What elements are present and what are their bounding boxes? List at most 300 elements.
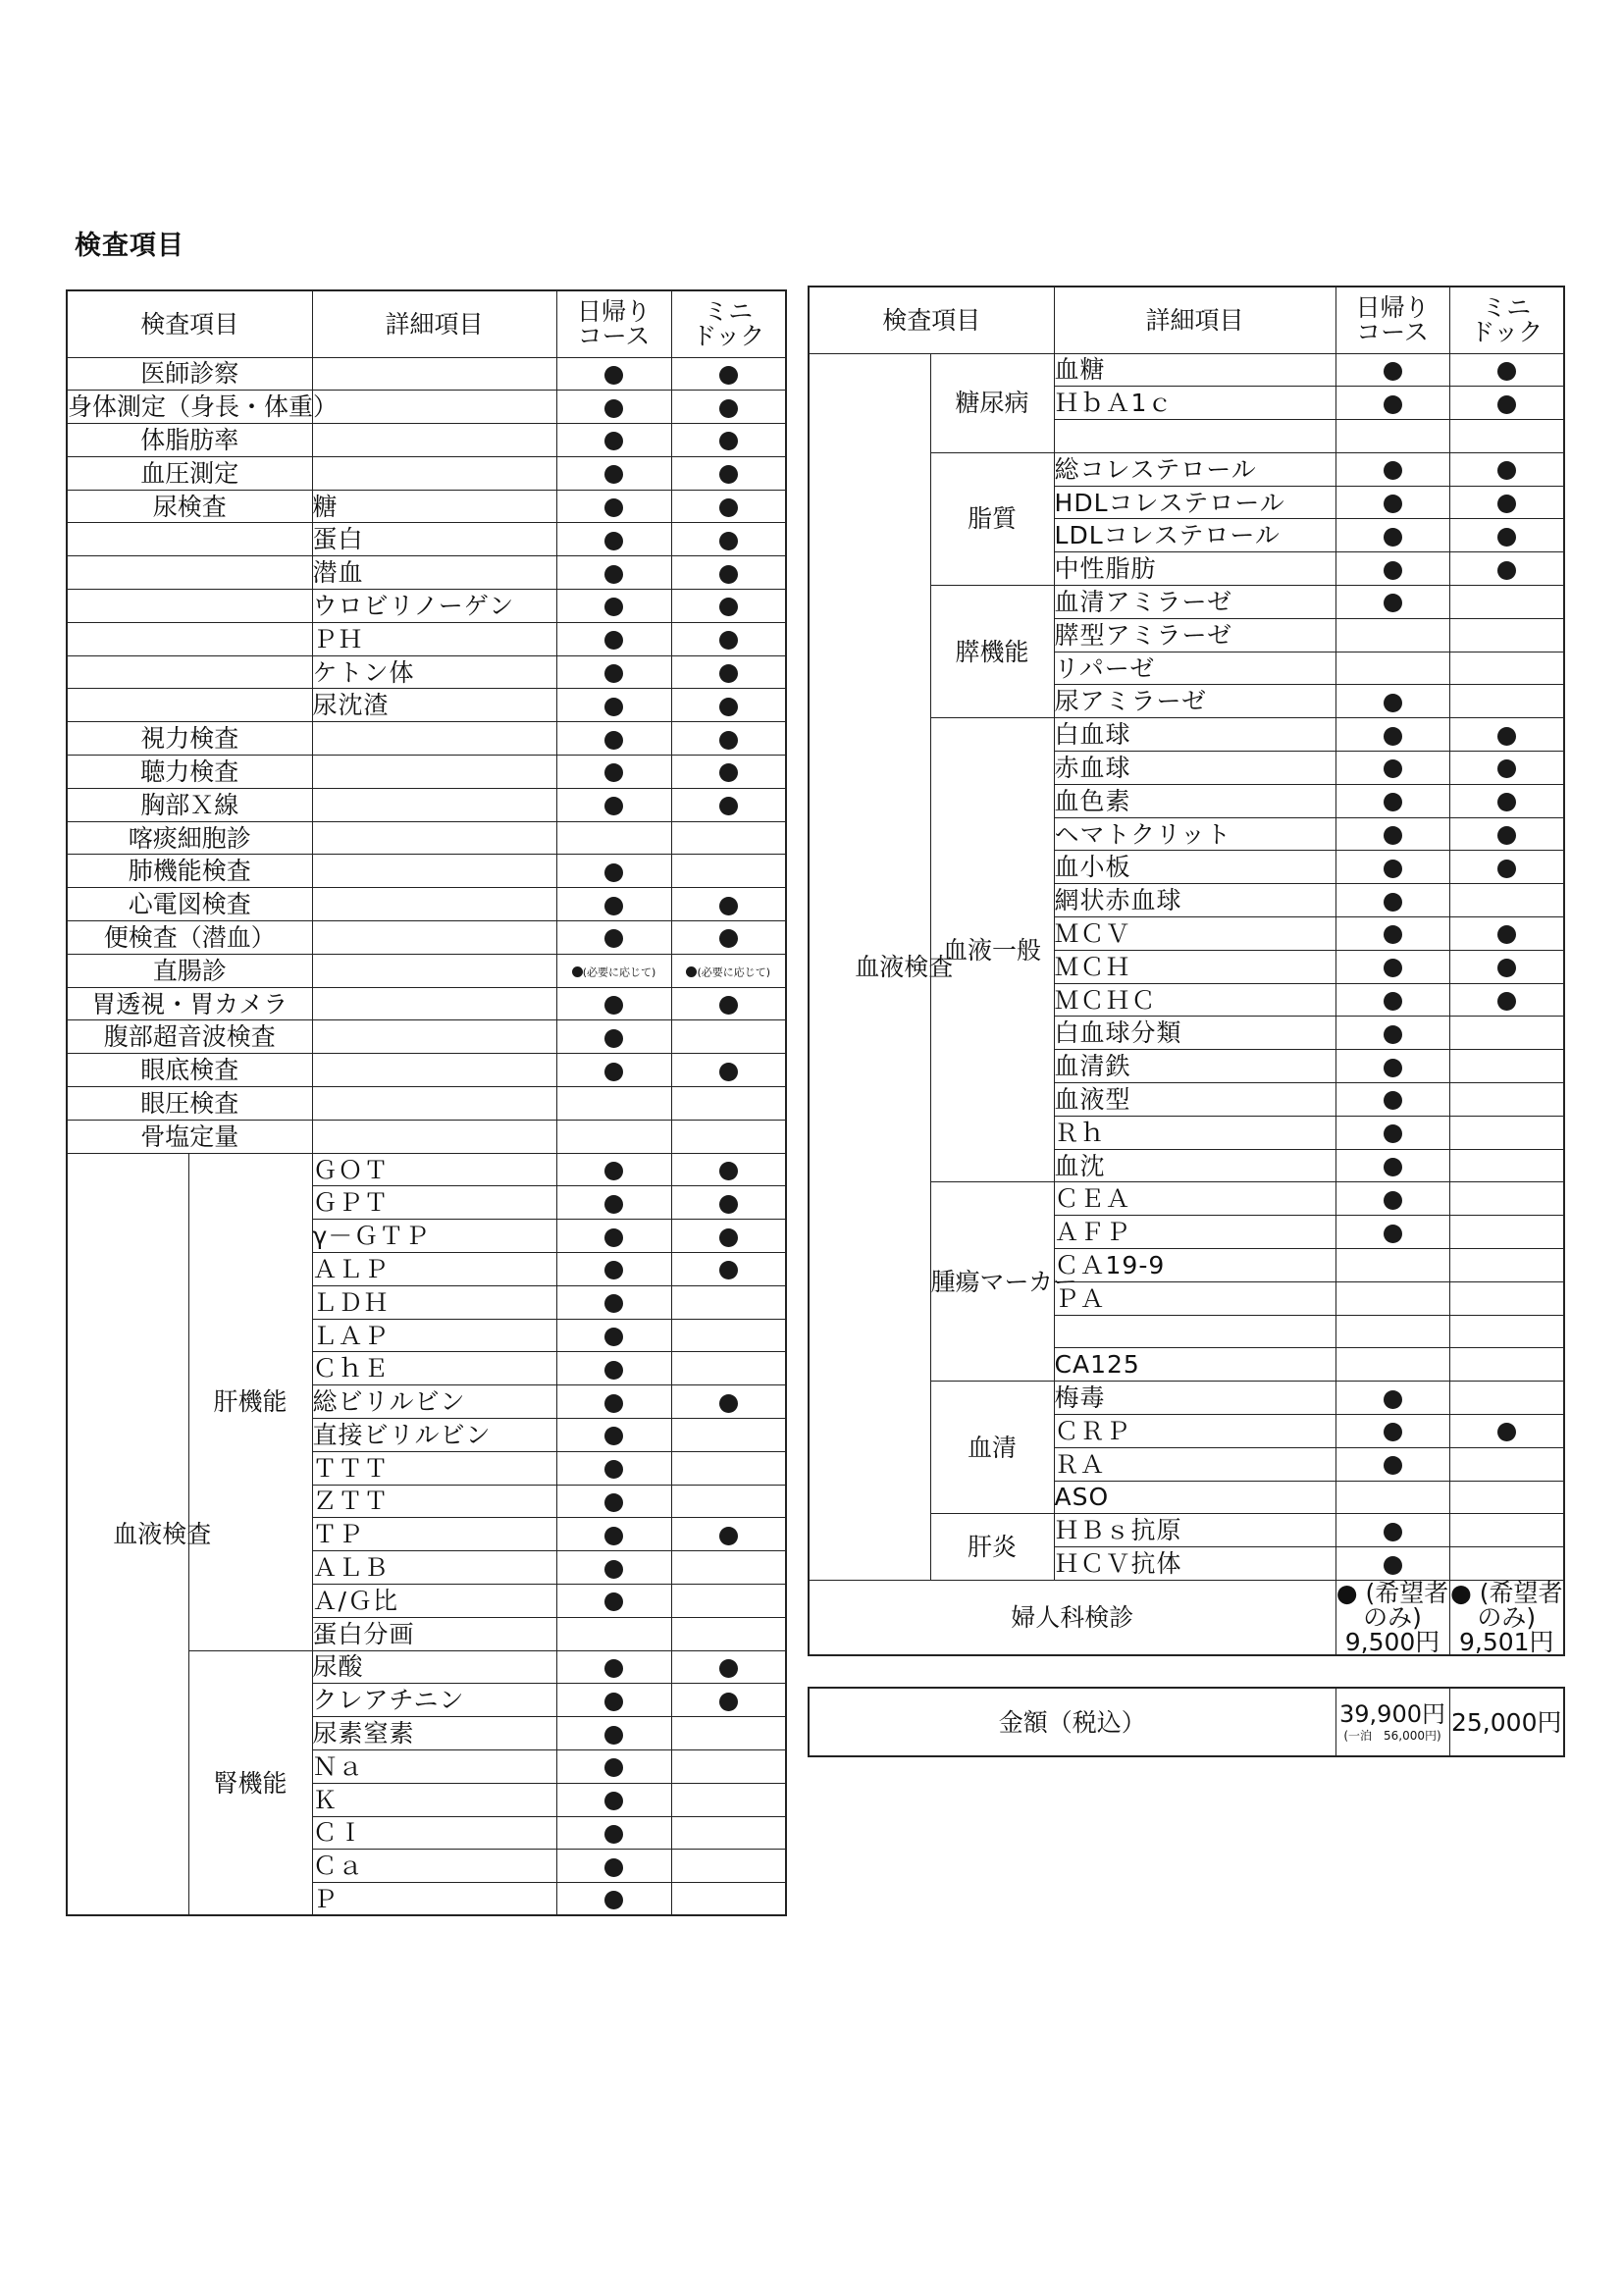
detail-item: ＰＨ: [312, 622, 556, 655]
exam-item: 便検査（潜血）: [67, 921, 312, 955]
mini-dock-mark: [671, 1385, 786, 1419]
mini-dock-mark: [1449, 1415, 1564, 1448]
blood-test-label-text: 血液検査: [855, 952, 954, 981]
check-mark-icon: [1384, 893, 1402, 912]
mini-dock-mark: [671, 1749, 786, 1783]
mini-dock-mark: [1449, 1149, 1564, 1182]
mini-dock-mark: [671, 821, 786, 855]
check-mark-icon: [1497, 793, 1516, 811]
day-course-mark: [1335, 1149, 1449, 1182]
mini-dock-mark: [671, 1850, 786, 1883]
mini-dock-mark: [671, 1153, 786, 1186]
day-course-mark: [1335, 1447, 1449, 1481]
check-mark-icon: [719, 565, 738, 584]
detail-item: CA125: [1054, 1348, 1335, 1382]
detail-item: ＬＡＰ: [312, 1319, 556, 1352]
detail-item: ＧＰＴ: [312, 1186, 556, 1220]
detail-item: ヘマトクリット: [1054, 817, 1335, 851]
check-mark-icon: [719, 399, 738, 418]
check-mark-icon: [604, 1394, 623, 1413]
check-mark-icon: [604, 1029, 623, 1048]
check-mark-icon: [604, 1493, 623, 1512]
check-mark-icon: [1384, 395, 1402, 414]
mini-dock-mark: [671, 788, 786, 821]
mini-dock-mark: [1449, 983, 1564, 1017]
day-course-mark: [1335, 1216, 1449, 1249]
day-course-mark: [556, 1285, 671, 1319]
day-course-mark: [556, 1850, 671, 1883]
blood-test-label-text: 血液検査: [113, 1520, 212, 1549]
day-course-mark: [556, 357, 671, 391]
check-mark-icon: [1497, 395, 1516, 414]
exam-item: 眼圧検査: [67, 1087, 312, 1121]
check-mark-icon: [719, 763, 738, 782]
mini-dock-mark: [1449, 652, 1564, 685]
day-course-mark: [1335, 1514, 1449, 1547]
check-mark-icon: [719, 498, 738, 517]
header-exam-item: 検査項目: [809, 287, 1054, 353]
detail-item: ＡＬＰ: [312, 1253, 556, 1286]
gynecology-label: 婦人科検診: [809, 1580, 1335, 1655]
group-label: 脂質: [930, 452, 1054, 585]
mark-note: (必要に応じて): [697, 965, 771, 979]
detail-item: 糖: [312, 490, 556, 523]
day-course-mark: [556, 1584, 671, 1617]
day-course-mark: [556, 1419, 671, 1452]
mini-dock-mark: [671, 722, 786, 756]
group-label: 糖尿病: [930, 353, 1054, 452]
exam-item: 胃透視・胃カメラ: [67, 987, 312, 1020]
group-label: 血液一般: [930, 718, 1054, 1182]
exam-item: 眼底検査: [67, 1054, 312, 1087]
detail-item: 血沈: [1054, 1149, 1335, 1182]
day-course-mark: [1335, 1382, 1449, 1415]
check-mark-icon: [604, 1560, 623, 1579]
mini-dock-mark: [1449, 1249, 1564, 1282]
check-mark-icon: [1384, 759, 1402, 778]
day-course-mark: [1335, 1249, 1449, 1282]
detail-item: ＭＣＶ: [1054, 917, 1335, 951]
day-course-mark: [556, 689, 671, 722]
mini-dock-mark: [1449, 752, 1564, 785]
detail-item: ＣＲＰ: [1054, 1415, 1335, 1448]
check-mark-icon: [1384, 826, 1402, 845]
exam-item: 血圧測定: [67, 456, 312, 490]
detail-item: ＲＡ: [1054, 1447, 1335, 1481]
day-course-mark: [556, 1385, 671, 1419]
mini-dock-mark: [671, 1584, 786, 1617]
mini-dock-mark: [671, 1120, 786, 1153]
mini-dock-mark: [1449, 817, 1564, 851]
check-mark-icon: [604, 797, 623, 815]
detail-item: 潜血: [312, 556, 556, 590]
detail-item: γ－ＧＴＰ: [312, 1220, 556, 1253]
check-mark-icon: [604, 897, 623, 915]
mini-dock-mark: [1449, 486, 1564, 519]
day-course-mark: [1335, 718, 1449, 752]
day-course-mark: [556, 1551, 671, 1585]
detail-item: ＨＣＶ抗体: [1054, 1547, 1335, 1581]
check-mark-icon: [1497, 495, 1516, 513]
check-mark-icon: [719, 598, 738, 616]
detail-item: 総コレステロール: [1054, 452, 1335, 486]
check-mark-icon: [1497, 362, 1516, 381]
mini-dock-mark: [1449, 1116, 1564, 1149]
check-mark-icon: [1384, 1556, 1402, 1575]
check-mark-icon: [1384, 1456, 1402, 1475]
group-label: 腫瘍マーカー: [930, 1182, 1054, 1382]
check-mark-icon: [604, 1659, 623, 1678]
check-mark-icon: [1384, 1158, 1402, 1176]
day-course-mark: [556, 1883, 671, 1916]
detail-item: 中性脂肪: [1054, 552, 1335, 586]
check-mark-icon: [604, 1693, 623, 1711]
mini-dock-mark: [671, 855, 786, 888]
check-mark-icon: [719, 929, 738, 948]
check-mark-icon: [604, 1592, 623, 1611]
day-course-mark: [556, 523, 671, 556]
liver-function-label: 肝機能: [188, 1153, 312, 1650]
day-course-mark: [556, 1684, 671, 1717]
day-course-mark: [556, 456, 671, 490]
detail-item: Ｃａ: [312, 1850, 556, 1883]
check-mark-icon: [719, 1162, 738, 1180]
check-mark-icon: [1384, 495, 1402, 513]
mini-dock-mark: [671, 1883, 786, 1916]
mini-dock-mark: [671, 1451, 786, 1485]
mini-dock-mark: [671, 1352, 786, 1385]
mini-dock-mark: [1449, 452, 1564, 486]
day-course-mark: [556, 1253, 671, 1286]
mini-dock-mark: [671, 1186, 786, 1220]
mini-dock-mark: [671, 689, 786, 722]
mini-dock-mark: [671, 622, 786, 655]
header-detail-item: 詳細項目: [1054, 287, 1335, 353]
day-course-mark: [1335, 420, 1449, 453]
check-mark-icon: [719, 432, 738, 450]
detail-item: [312, 722, 556, 756]
check-mark-icon: [1384, 694, 1402, 712]
header-mini-dock: ミニ ドック: [671, 290, 786, 357]
check-mark-icon: [1497, 925, 1516, 944]
check-mark-icon: [604, 1825, 623, 1844]
check-mark-icon: [1384, 1225, 1402, 1243]
detail-item: 尿アミラーゼ: [1054, 685, 1335, 718]
mini-dock-mark: [671, 1419, 786, 1452]
detail-item: 直接ビリルビン: [312, 1419, 556, 1452]
day-course-mark: [556, 590, 671, 623]
check-mark-icon: [604, 1261, 623, 1279]
day-course-mark: [1335, 652, 1449, 685]
detail-item: LDLコレステロール: [1054, 519, 1335, 552]
detail-item: [312, 1054, 556, 1087]
check-mark-icon: [604, 1294, 623, 1313]
day-course-mark: [1335, 1017, 1449, 1050]
check-mark-icon: [604, 432, 623, 450]
mini-dock-mark: [671, 456, 786, 490]
check-mark-icon: [1384, 1423, 1402, 1441]
exam-item: [67, 556, 312, 590]
detail-item: ＭＣＨ: [1054, 950, 1335, 983]
check-mark-icon: [1497, 826, 1516, 845]
detail-item: Ｒｈ: [1054, 1116, 1335, 1149]
mini-dock-mark: [671, 1220, 786, 1253]
day-course-mark: [556, 1054, 671, 1087]
day-course-mark: [556, 490, 671, 523]
check-mark-icon: [1384, 860, 1402, 878]
exam-item: [67, 523, 312, 556]
mini-dock-mark: [671, 1684, 786, 1717]
day-course-mark: [1335, 851, 1449, 884]
mini-dock-mark: [1449, 917, 1564, 951]
day-course-mark: [556, 756, 671, 789]
detail-item: 総ビリルビン: [312, 1385, 556, 1419]
mini-dock-mark: [671, 590, 786, 623]
mini-dock-mark: [1449, 718, 1564, 752]
detail-item: クレアチニン: [312, 1684, 556, 1717]
detail-item: ＣＥＡ: [1054, 1182, 1335, 1216]
check-mark-icon: [1384, 727, 1402, 746]
mini-dock-mark: [671, 954, 786, 987]
check-mark-icon: [1384, 461, 1402, 480]
detail-item: ＺＴＴ: [312, 1485, 556, 1518]
mini-dock-mark: [671, 490, 786, 523]
check-mark-icon: [1384, 528, 1402, 547]
exam-item: 骨塩定量: [67, 1120, 312, 1153]
check-mark-icon: [1384, 959, 1402, 977]
day-course-mark: [1335, 1116, 1449, 1149]
day-course-mark: [1335, 586, 1449, 619]
group-label: 血清: [930, 1382, 1054, 1514]
check-mark-icon: [719, 1659, 738, 1678]
day-course-mark: [1335, 1415, 1449, 1448]
check-mark-icon: [1384, 1191, 1402, 1210]
detail-item: [312, 1087, 556, 1121]
mini-dock-mark: [1449, 586, 1564, 619]
check-mark-icon: [604, 929, 623, 948]
detail-item: ＡＬＢ: [312, 1551, 556, 1585]
mini-dock-mark: [671, 655, 786, 689]
check-mark-icon: [719, 1394, 738, 1413]
check-mark-icon: [604, 1726, 623, 1745]
check-mark-icon: [604, 1328, 623, 1346]
mini-dock-mark: [1449, 1348, 1564, 1382]
detail-item: [1054, 420, 1335, 453]
check-mark-icon: [1384, 1523, 1402, 1541]
price-day-value: 39,900円: [1339, 1700, 1445, 1728]
check-mark-icon: [719, 698, 738, 716]
mini-dock-mark: [1449, 685, 1564, 718]
detail-item: Ｎａ: [312, 1749, 556, 1783]
mini-dock-mark: [671, 1285, 786, 1319]
mini-dock-mark: [671, 523, 786, 556]
day-course-mark: [556, 655, 671, 689]
check-mark-icon: [686, 966, 697, 977]
check-mark-icon: [719, 1195, 738, 1214]
check-mark-icon: [1497, 561, 1516, 580]
group-label: 膵機能: [930, 586, 1054, 718]
day-course-mark: [556, 921, 671, 955]
day-course-mark: [556, 1485, 671, 1518]
day-course-mark: [556, 722, 671, 756]
detail-item: ＧＯＴ: [312, 1153, 556, 1186]
check-mark-icon: [1497, 461, 1516, 480]
day-course-mark: [556, 1220, 671, 1253]
detail-item: 血糖: [1054, 353, 1335, 387]
check-mark-icon: [572, 966, 583, 977]
day-course-mark: [1335, 1083, 1449, 1117]
day-course-mark: [1335, 1481, 1449, 1514]
mini-dock-mark: [671, 1087, 786, 1121]
check-mark-icon: [719, 1063, 738, 1081]
mini-dock-mark: [1449, 387, 1564, 420]
detail-item: 膵型アミラーゼ: [1054, 618, 1335, 652]
header-day-course: 日帰り コース: [1335, 287, 1449, 353]
check-mark-icon: [604, 1758, 623, 1777]
check-mark-icon: [1384, 1124, 1402, 1143]
detail-item: [1054, 1315, 1335, 1348]
check-mark-icon: [604, 1858, 623, 1877]
detail-item: ＬＤＨ: [312, 1285, 556, 1319]
price-table: [808, 1687, 1565, 1757]
header-exam-item: 検査項目: [67, 290, 312, 357]
day-course-mark: [1335, 387, 1449, 420]
detail-item: HDLコレステロール: [1054, 486, 1335, 519]
detail-item: [312, 391, 556, 424]
check-mark-icon: [604, 698, 623, 716]
detail-item: 蛋白分画: [312, 1617, 556, 1650]
day-course-mark: [556, 1650, 671, 1684]
day-course-mark: [556, 1783, 671, 1816]
day-course-mark: [1335, 1182, 1449, 1216]
mini-dock-mark: [671, 921, 786, 955]
day-course-mark: [556, 1153, 671, 1186]
check-mark-icon: [719, 664, 738, 683]
check-mark-icon: [604, 465, 623, 484]
left-exam-table: [66, 289, 787, 1916]
mini-dock-mark: [1449, 420, 1564, 453]
check-mark-icon: [604, 1162, 623, 1180]
check-mark-icon: [604, 1063, 623, 1081]
detail-item: Ｋ: [312, 1783, 556, 1816]
detail-item: ＰＡ: [1054, 1281, 1335, 1315]
detail-item: [312, 424, 556, 457]
check-mark-icon: [1384, 594, 1402, 612]
exam-item: [67, 622, 312, 655]
check-mark-icon: [719, 366, 738, 385]
kidney-function-label: 腎機能: [188, 1650, 312, 1915]
check-mark-icon: [1384, 1390, 1402, 1409]
mini-dock-mark: [671, 1319, 786, 1352]
mini-dock-mark: [671, 357, 786, 391]
mini-dock-mark: [671, 1253, 786, 1286]
mini-dock-mark: [1449, 1382, 1564, 1415]
detail-item: ウロビリノーゲン: [312, 590, 556, 623]
check-mark-icon: [1497, 759, 1516, 778]
check-mark-icon: [719, 532, 738, 550]
page-title: 検査項目: [75, 231, 184, 261]
detail-item: ＣｈＥ: [312, 1352, 556, 1385]
day-course-mark: [556, 987, 671, 1020]
detail-item: ＴＴＴ: [312, 1451, 556, 1485]
check-mark-icon: [604, 565, 623, 584]
detail-item: [312, 1020, 556, 1054]
check-mark-icon: [604, 1527, 623, 1545]
mini-dock-mark: [1449, 1281, 1564, 1315]
detail-item: Ａ/Ｇ比: [312, 1584, 556, 1617]
day-course-mark: [1335, 1281, 1449, 1315]
mini-dock-mark: [1449, 1050, 1564, 1083]
check-mark-icon: [604, 996, 623, 1015]
price-label: 金額（税込）: [809, 1688, 1335, 1756]
day-course-mark: [556, 888, 671, 921]
gynecology-mini-note: ● (希望者のみ) 9,501円: [1450, 1578, 1563, 1656]
group-label: 肝炎: [930, 1514, 1054, 1581]
blood-test-label: [67, 1153, 212, 1915]
mini-dock-mark: [671, 987, 786, 1020]
mini-dock-mark: [671, 1717, 786, 1750]
day-course-mark: [556, 821, 671, 855]
detail-item: ＨＢｓ抗原: [1054, 1514, 1335, 1547]
mini-dock-mark: [671, 1551, 786, 1585]
mini-dock-mark: [1449, 1017, 1564, 1050]
day-course-mark: [1335, 486, 1449, 519]
check-mark-icon: [719, 465, 738, 484]
check-mark-icon: [604, 863, 623, 882]
detail-item: 血清鉄: [1054, 1050, 1335, 1083]
day-course-mark: [1335, 752, 1449, 785]
detail-item: 赤血球: [1054, 752, 1335, 785]
day-course-mark: [1335, 452, 1449, 486]
check-mark-icon: [1384, 362, 1402, 381]
detail-item: リパーゼ: [1054, 652, 1335, 685]
header-detail-item: 詳細項目: [312, 290, 556, 357]
mini-dock-mark: [1449, 1481, 1564, 1514]
detail-item: [312, 357, 556, 391]
exam-item: [67, 655, 312, 689]
mini-dock-mark: [671, 556, 786, 590]
mini-dock-mark: [1449, 1447, 1564, 1481]
mini-dock-mark: [671, 1783, 786, 1816]
day-course-mark: [556, 1749, 671, 1783]
detail-item: ＨｂＡ1ｃ: [1054, 387, 1335, 420]
day-course-mark: [556, 1020, 671, 1054]
day-course-mark: [556, 954, 671, 987]
exam-item: [67, 689, 312, 722]
mini-dock-mark: [671, 1617, 786, 1650]
check-mark-icon: [719, 1228, 738, 1247]
mini-dock-mark: [1449, 519, 1564, 552]
check-mark-icon: [719, 897, 738, 915]
exam-item: 聴力検査: [67, 756, 312, 789]
day-course-mark: [1335, 552, 1449, 586]
check-mark-icon: [604, 1891, 623, 1909]
mini-dock-mark: [1449, 552, 1564, 586]
detail-item: 尿素窒素: [312, 1717, 556, 1750]
day-course-mark: [556, 1087, 671, 1121]
check-mark-icon: [604, 598, 623, 616]
day-course-mark: [1335, 784, 1449, 817]
right-exam-table: [808, 286, 1565, 1656]
check-mark-icon: [719, 996, 738, 1015]
exam-item: 肺機能検査: [67, 855, 312, 888]
check-mark-icon: [1384, 1025, 1402, 1044]
mini-dock-mark: [671, 756, 786, 789]
detail-item: [312, 987, 556, 1020]
exam-item: 医師診察: [67, 357, 312, 391]
mini-dock-mark: [671, 1518, 786, 1551]
check-mark-icon: [1384, 1091, 1402, 1110]
